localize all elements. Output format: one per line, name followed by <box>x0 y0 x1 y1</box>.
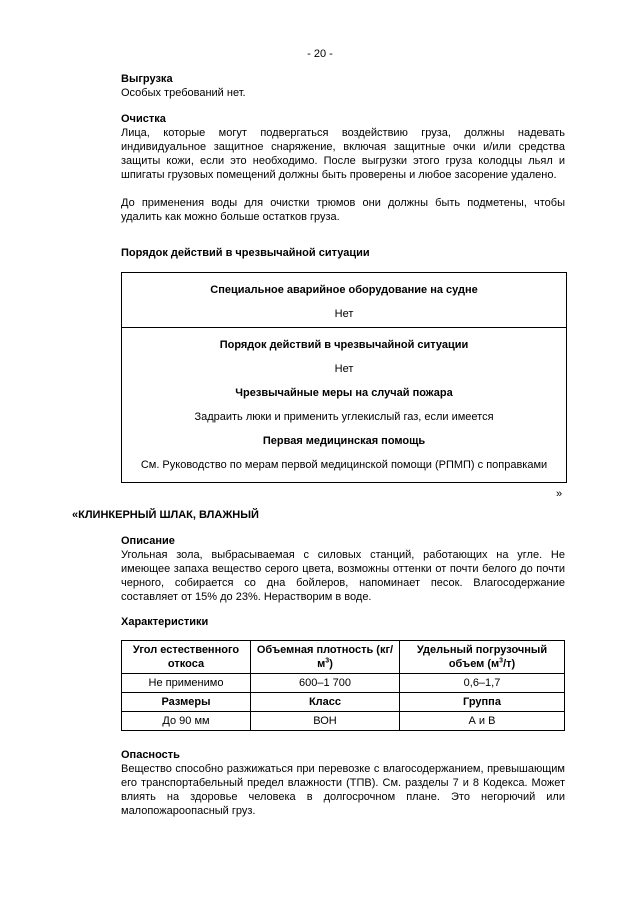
header-density: Объемная плотность $(кг/м^3)$ <box>251 641 400 674</box>
emergency-heading: Порядок действий в чрезвычайной ситуации <box>121 247 370 259</box>
unloading-heading: Выгрузка <box>121 73 173 85</box>
cleaning-heading: Очистка <box>121 113 166 125</box>
equipment-heading: Специальное аварийное оборудование на судне <box>210 284 478 296</box>
cell-density: 600–1 700 <box>251 674 400 693</box>
emergency-box <box>121 272 567 483</box>
cell-stowage: 0,6–1,7 <box>400 674 565 693</box>
table-row <box>122 674 565 693</box>
emergency-section <box>121 246 565 260</box>
header-stowage: Удельный погрузочный объем $(м^3/т)$ <box>400 641 565 674</box>
equipment-block <box>122 273 566 321</box>
unloading-text: Особых требований нет. <box>121 87 246 99</box>
closing-quote: » <box>556 488 563 500</box>
table-row <box>122 712 565 731</box>
characteristics-heading: Характеристики <box>121 616 209 628</box>
header-class: Класс <box>251 693 400 712</box>
description-section <box>121 534 565 604</box>
cleaning-section <box>121 112 565 224</box>
table-header-row <box>122 641 565 674</box>
procedure-heading: Порядок действий в чрезвычайной ситуации <box>219 339 469 351</box>
fire-heading: Чрезвычайные меры на случай пожара <box>235 387 453 399</box>
hazard-text: Вещество способно разжижаться при перевозке с влагосодержанием, превышающим его транспортабельный предел влажности (ТПВ). См. разделы 7 и 8 Кодекса. Может влиять на здоровье человека в долгосрочном плане. Это негорючий или малопожароопасный груз. <box>121 763 565 817</box>
characteristics-section <box>121 615 565 629</box>
cell-class: ВОН <box>251 712 400 731</box>
description-text: Угольная зола, выбрасываемая с силовых станций, работающих на угле. Не имеющее запаха вещество серого цвета, возможны оттенки от почти белого до почти черного, собирается со дна бойлеров, напоминает песок. Влагосодержание составляет от 15% до 23%. Нерастворим в воде. <box>121 549 565 603</box>
procedure-value: Нет <box>334 363 354 375</box>
header-angle: Угол естественного откоса <box>122 641 251 674</box>
cell-group: А и В <box>400 712 565 731</box>
characteristics-table <box>121 640 565 731</box>
page-number: - 20 - <box>307 48 333 60</box>
medical-heading: Первая медицинская помощь <box>262 435 426 447</box>
cleaning-paragraph-2: До применения воды для очистки трюмов они должны быть подметены, чтобы удалить как можно больше остатков груза. <box>121 197 565 223</box>
fire-value: Задраить люки и применить углекислый газ, если имеется <box>194 411 494 423</box>
hazard-heading: Опасность <box>121 749 180 761</box>
medical-value: См. Руководство по мерам первой медицинской помощи (РПМП) с поправками <box>140 459 548 471</box>
cargo-title: «КЛИНКЕРНЫЙ ШЛАК, ВЛАЖНЫЙ <box>72 509 259 521</box>
cell-angle: Не применимо <box>122 674 251 693</box>
description-heading: Описание <box>121 535 175 547</box>
hazard-section <box>121 748 565 818</box>
header-size: Размеры <box>122 693 251 712</box>
cell-size: До 90 мм <box>122 712 251 731</box>
header-group: Группа <box>400 693 565 712</box>
equipment-value: Нет <box>334 308 354 320</box>
procedure-block <box>122 327 566 482</box>
cleaning-paragraph-1: Лица, которые могут подвергаться воздействию груза, должны надевать индивидуальное защитное снаряжение, включая защитные очки и/или средства защиты кожи, если это необходимо. После выгрузки этого груза колодцы льял и шпигаты грузовых помещений должны быть проверены и любое засорение удалено. <box>121 127 565 181</box>
unloading-section <box>121 72 565 100</box>
table-header-row <box>122 693 565 712</box>
